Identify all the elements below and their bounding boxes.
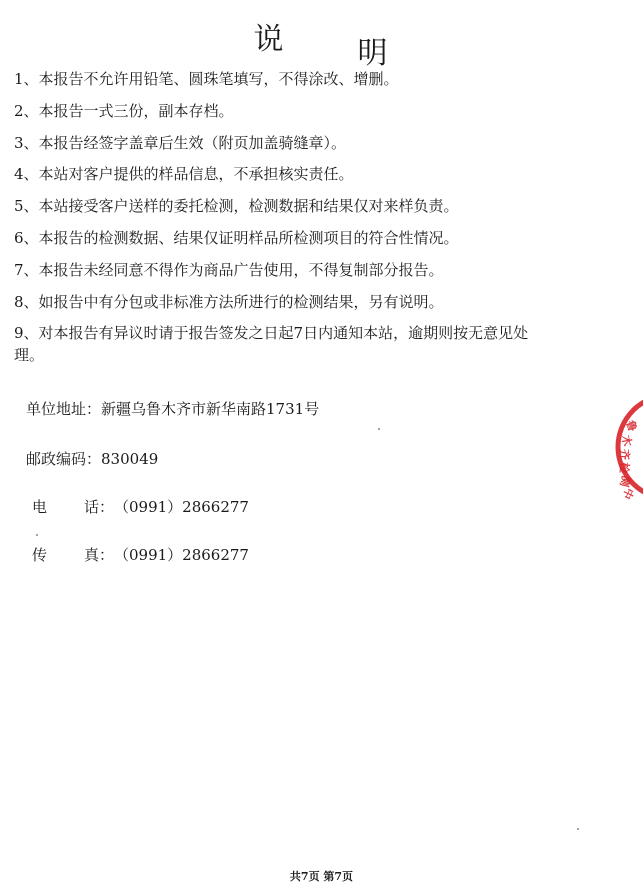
- note-item: 4、本站对客户提供的样品信息，不承担核实责任。: [14, 165, 354, 184]
- fax-label: [32, 544, 114, 565]
- scan-speck: [378, 428, 380, 430]
- postcode-line: [26, 448, 158, 469]
- scan-speck: [36, 534, 38, 536]
- svg-text:中: 中: [619, 485, 637, 502]
- notes-list: [14, 68, 614, 376]
- postcode-value: 830049: [101, 450, 159, 468]
- phone-line: [32, 496, 249, 517]
- svg-text:鲁: 鲁: [623, 418, 640, 434]
- svg-text:木: 木: [619, 434, 634, 448]
- note-item: 9、对本报告有异议时请于报告签发之日起7日内通知本站，逾期则按无意见处理。: [14, 324, 529, 365]
- fax-label-char-1: 传: [32, 546, 48, 564]
- official-seal-stamp: [612, 392, 643, 502]
- address-line: [26, 398, 319, 419]
- note-item: 6、本报告的检测数据、结果仅证明样品所检测项目的符合性情况。: [14, 228, 459, 247]
- fax-line: [32, 544, 249, 565]
- note-item: 7、本报告未经同意不得作为商品广告使用，不得复制部分报告。: [14, 260, 444, 279]
- page-footer: 共7页 第7页: [289, 870, 354, 883]
- phone-label-char-2: 话：: [83, 498, 114, 516]
- fax-value: （0991）2866277: [114, 546, 249, 564]
- scan-speck: [577, 828, 579, 830]
- note-item: 8、如报告中有分包或非标准方法所进行的检测结果，另有说明。: [14, 292, 444, 311]
- note-item: 5、本站接受客户送样的委托检测，检测数据和结果仅对来样负责。: [14, 197, 459, 216]
- phone-label: [32, 496, 114, 517]
- phone-label-char-1: 电: [32, 498, 48, 516]
- svg-text:测: 测: [617, 474, 633, 489]
- address-value: 新疆乌鲁木齐市新华南路1731号: [101, 400, 320, 418]
- note-item: 2、本报告一式三份，副本存档。: [14, 101, 234, 120]
- phone-value: （0991）2866277: [114, 498, 249, 516]
- svg-text:检: 检: [617, 461, 631, 474]
- note-item: 1、本报告不允许用铅笔、圆珠笔填写，不得涂改、增删。: [14, 70, 399, 88]
- title-char-2: 明: [357, 36, 390, 71]
- title-char-1: 说: [253, 22, 286, 57]
- fax-label-char-2: 真：: [83, 546, 114, 564]
- postcode-label: 邮政编码：: [26, 450, 102, 468]
- note-item: 3、本报告经签字盖章后生效（附页加盖骑缝章）。: [14, 133, 347, 152]
- page-title: [0, 12, 643, 72]
- svg-text:齐: 齐: [618, 449, 631, 460]
- address-label: 单位地址：: [26, 400, 102, 418]
